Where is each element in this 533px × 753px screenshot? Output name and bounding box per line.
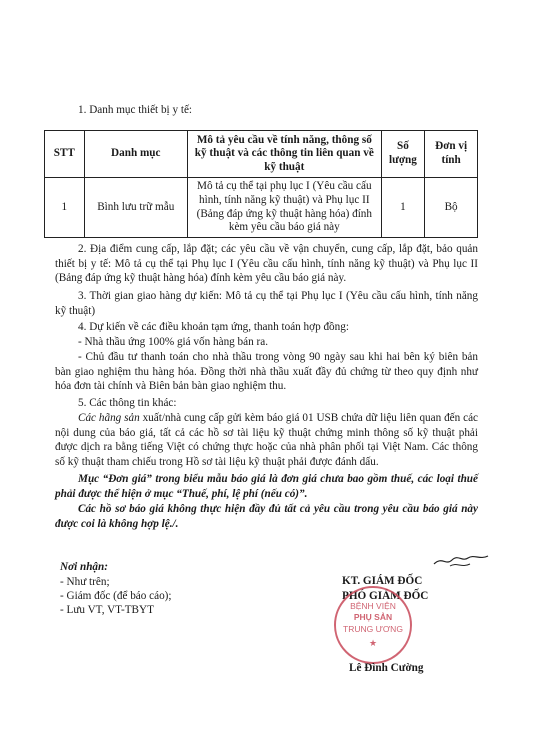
header-stt: STT <box>45 131 85 178</box>
section-3-paragraph: 3. Thời gian giao hàng dự kiến: Mô tả cụ thể tại Phụ lục I (Yêu cầu cấu hình, tính năng kỹ thuật) <box>55 290 478 317</box>
recipient-item: - Như trên; <box>60 576 110 588</box>
cell-stt: 1 <box>45 178 85 238</box>
section-4-item-advance: - Nhà thầu ứng 100% giá vốn hàng bán ra. <box>78 336 268 348</box>
signer-authority: KT. GIÁM ĐỐC <box>342 575 423 587</box>
cell-danh-muc: Bình lưu trữ mẫu <box>84 178 187 238</box>
stamp-line-1: BỆNH VIỆN <box>350 601 396 611</box>
official-stamp <box>334 586 412 664</box>
recipient-item: - Lưu VT, VT-TBYT <box>60 604 154 616</box>
recipient-item: - Giám đốc (để báo cáo); <box>60 590 172 602</box>
header-don-vi: Đơn vị tính <box>425 131 478 178</box>
section-2-paragraph: 2. Địa điểm cung cấp, lắp đặt; các yêu cầu về vận chuyển, cung cấp, lắp đặt, bảo quản thiết bị y tế: Mô tả cụ thể tại Phụ lục I (Yêu cầu cấu hình, tính năng kỹ thuật) và Phụ lục II (Bảng đáp ứng kỹ thuật hàng hóa) đính kèm yêu cầu báo giá này. <box>55 243 478 285</box>
section-5-price-note: Mục “Đơn giá” trong biểu mẫu báo giá là đơn giá chưa bao gồm thuế, các loại thuế phải được thể hiện ở mục “Thuế, phí, lệ phí (nếu có)”. <box>55 473 478 500</box>
section-5-usb-lead: Các hãng sản <box>78 412 140 424</box>
table-header-row <box>45 131 478 178</box>
signer-name: Lê Đình Cường <box>349 662 424 674</box>
header-so-luong: Số lượng <box>381 131 425 178</box>
handwritten-signature <box>432 548 492 572</box>
header-danh-muc: Danh mục <box>84 131 187 178</box>
stamp-star-icon: ★ <box>368 638 378 648</box>
recipients-title: Nơi nhận: <box>60 561 108 573</box>
cell-so-luong: 1 <box>381 178 425 238</box>
section-5-usb-paragraph <box>55 411 478 469</box>
section-4-heading: 4. Dự kiến về các điều khoản tạm ứng, thanh toán hợp đồng: <box>78 321 349 333</box>
section-4-item-payment: - Chủ đầu tư thanh toán cho nhà thầu trong vòng 90 ngày sau khi hai bên ký biên bản bàn giao nghiệm thu hàng hóa. Đồng thời nhà thầu xuất đầy đủ chứng từ theo quy định như hóa đơn tài chính và Biên bản bàn giao nghiệm thu. <box>55 351 478 393</box>
cell-mo-ta: Mô tả cụ thể tại phụ lục I (Yêu cầu cấu hình, tính năng kỹ thuật) và Phụ lục II (Bảng đáp ứng kỹ thuật hàng hóa) đính kèm yêu cầu báo giá này <box>187 178 381 238</box>
stamp-line-2: PHỤ SẢN <box>353 612 393 622</box>
cell-don-vi: Bộ <box>425 178 478 238</box>
equipment-table <box>44 130 478 238</box>
section-5-validity-note: Các hồ sơ báo giá không thực hiện đầy đủ tất cả yêu cầu trong yêu cầu báo giá này được coi là không hợp lệ./. <box>55 503 478 530</box>
section-5-heading: 5. Các thông tin khác: <box>78 397 177 409</box>
section-5-usb-text: xuất/nhà cung cấp gửi kèm báo giá 01 USB chứa dữ liệu liên quan đến các nội dung của báo giá, tất cả các hồ sơ tài liệu kỹ thuật chứng minh thông số kỹ thuật phải được dịch ra bằng tiếng Việt có chứng thực hoặc của nhà phân phối tại Việt Nam. Các thông số kỹ thuật tham chiếu trong Hồ sơ tài liệu kỹ thuật phải được đánh dấu. <box>55 412 479 468</box>
table-row <box>45 178 478 238</box>
signer-title: PHÓ GIÁM ĐỐC <box>342 590 429 602</box>
stamp-line-3: TRUNG ƯƠNG <box>343 624 403 634</box>
section-1-heading: 1. Danh mục thiết bị y tế: <box>78 104 193 116</box>
header-mo-ta: Mô tả yêu cầu về tính năng, thông số kỹ thuật và các thông tin liên quan về kỹ thuật <box>187 131 381 178</box>
